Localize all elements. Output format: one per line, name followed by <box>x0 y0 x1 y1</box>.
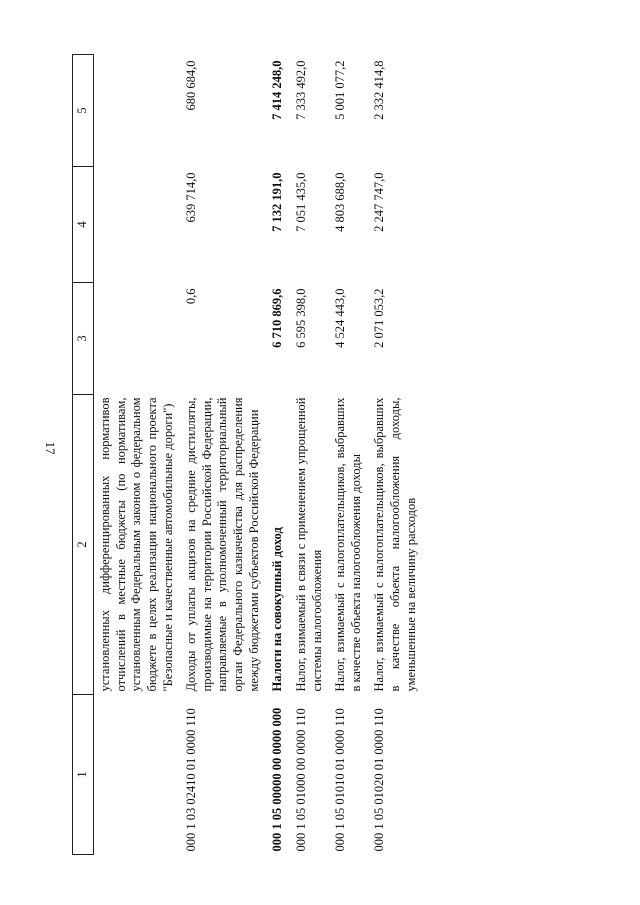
row-description: Налоги на совокупный доход <box>270 527 285 692</box>
header-col-4: 4 <box>73 167 94 283</box>
row-value-col5: 680 684,0 <box>184 60 199 111</box>
row-value-col3 <box>94 283 181 395</box>
header-col-1: 1 <box>73 695 94 855</box>
table-header-row <box>73 55 94 855</box>
row-description: Налог, взимаемый с налогоплательщиков, выбравших в качестве объекта налогообложения доходы, уменьшенные на величину расходов <box>372 397 418 692</box>
header-col-3: 3 <box>73 283 94 395</box>
header-col-2: 2 <box>73 395 94 695</box>
row-value-col5: 5 001 077,2 <box>333 60 348 120</box>
page-number: 17 <box>43 441 58 455</box>
row-value-col5: 7 414 248,0 <box>270 60 285 120</box>
row-description: Налог, взимаемый с налогоплательщиков, выбравших в качестве объекта налогообложения доходы <box>333 397 363 692</box>
row-value-col5 <box>94 55 181 167</box>
budget-table <box>72 54 423 855</box>
table-row <box>368 55 423 855</box>
row-value-col5: 7 333 492,0 <box>293 60 308 120</box>
row-value-col4 <box>94 167 181 283</box>
table-row <box>180 55 266 855</box>
row-value-col4: 639 714,0 <box>184 172 199 223</box>
row-value-col3: 0,6 <box>184 288 199 305</box>
row-value-col3: 4 524 443,0 <box>333 288 348 348</box>
table-row <box>329 55 368 855</box>
row-code: 000 1 05 00000 00 0000 000 <box>270 707 285 852</box>
row-value-col4: 4 803 688,0 <box>333 172 348 232</box>
header-col-5: 5 <box>73 55 94 167</box>
row-value-col5: 2 332 414,8 <box>372 60 387 120</box>
table-row <box>290 55 329 855</box>
row-value-col4: 7 051 435,0 <box>293 172 308 232</box>
rotated-table-container <box>72 45 612 855</box>
row-description: Доходы от уплаты акцизов на средние дистилляты, производимые на территории Российской Федерации, направляемые в уполномоченный территориальный орган Федерального казначейства для распределения между бюджетами субъектов Российской Федерации <box>184 397 261 692</box>
row-value-col3: 2 071 053,2 <box>372 288 387 348</box>
row-code: 000 1 05 01000 00 0000 110 <box>293 708 308 852</box>
row-code <box>94 695 181 855</box>
row-code: 000 1 05 01020 01 0000 110 <box>372 708 387 852</box>
row-code: 000 1 05 01010 01 0000 110 <box>333 708 348 852</box>
row-value-col3: 6 710 869,6 <box>270 288 285 348</box>
row-value-col4: 2 247 747,0 <box>372 172 387 232</box>
row-description: установленных дифференцированных нормативов отчислений в местные бюджеты (по нормативам, установленным Федеральным законом о федеральном бюджете в целях реализации национального проекта "Безопасные и качественные автомобильные дороги") <box>98 397 175 692</box>
row-code: 000 1 03 02410 01 0000 110 <box>184 708 199 852</box>
table-row <box>266 55 290 855</box>
row-value-col3: 6 595 398,0 <box>293 288 308 348</box>
row-description: Налог, взимаемый в связи с применением упрощенной системы налогообложения <box>293 397 324 692</box>
row-value-col4: 7 132 191,0 <box>270 172 285 232</box>
table-row <box>94 55 181 855</box>
